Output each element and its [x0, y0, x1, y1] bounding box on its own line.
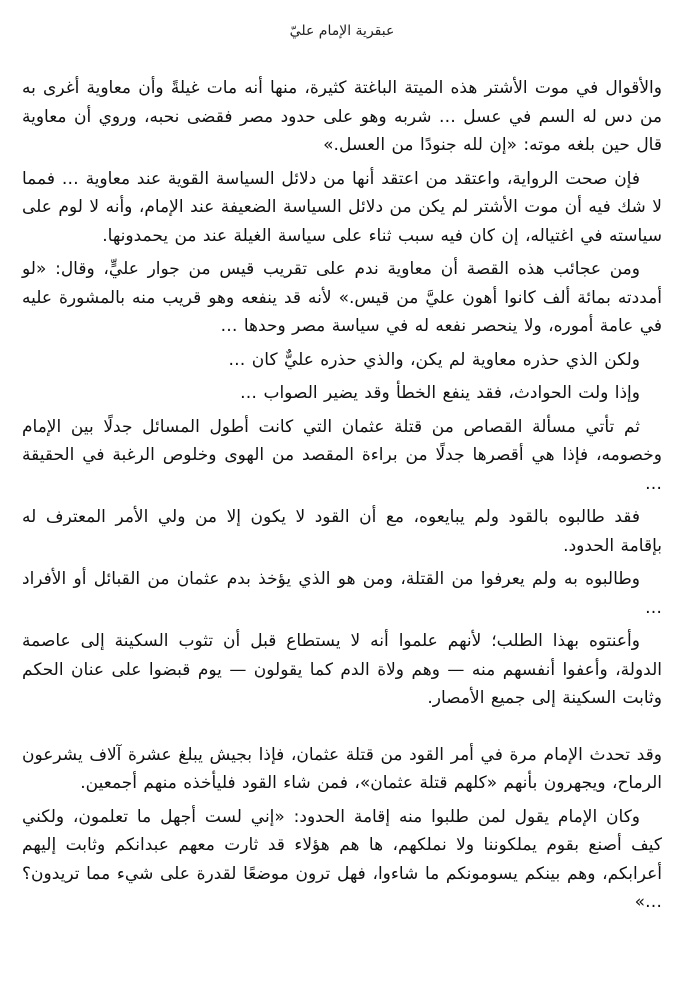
paragraph: ولكن الذي حذره معاوية لم يكن، والذي حذره عليٌّ كان … [228, 349, 640, 370]
paragraph: وكان الإمام يقول لمن طلبوا منه إقامة الحدود: «إني لست أجهل ما تعلمون، ولكني كيف أصنع بقوم يملكوننا ولا نملكهم، ها هم هؤلاء قد ثارت معهم عبدانكم وثابت إليهم أعرابكم، وهم بينكم يسومونكم ما شاءوا، فهل ترون موضعًا لقدرة على شيء مما تريدون؟ …» [22, 806, 662, 912]
paragraph: فإن صحت الرواية، واعتقد من اعتقد أنها من دلائل السياسة القوية عند معاوية … فمما لا شك فيه أن موت الأشتر لم يكن من دلائل السياسة الضعيفة عند الإمام، وأنه لا لوم على سياسته في اغتياله، إن كان فيه سبب ثناء على سياسة الغيلة عند من يحمدونها. [22, 168, 662, 246]
paragraph: والأقوال في موت الأشتر هذه الميتة الباغتة كثيرة، منها أنه مات غيلةً وأن معاوية أغرى به من دس له السم في عسل … شربه وهو على حدود مصر فقضى نحبه، وروي أن معاوية قال حين بلغه موته: «إن لله جنودًا من العسل.» [22, 78, 662, 155]
paragraph: وإذا ولت الحوادث، فقد ينفع الخطأ وقد يضير الصواب … [240, 383, 640, 403]
paragraph: فقد طالبوه بالقود ولم يبايعوه، مع أن القود لا يكون إلا من ولي الأمر المعترف له بإقامة الحدود. [22, 507, 662, 556]
paragraph: ثم تأتي مسألة القصاص من قتلة عثمان التي كانت أطول المسائل جدلًا بين الإمام وخصومه، فإذا هي أقصرها جدلًا من براءة المقصد من الهوى وخلوص الرغبة في الحقيقة … [22, 416, 662, 494]
paragraph: وقد تحدث الإمام مرة في أمر القود من قتلة عثمان، فإذا بجيش يبلغ عشرة آلاف يشرعون الرماح، ويجهرون بأنهم «كلهم قتلة عثمان»، فمن شاء القود فليأخذه منهم أجمعين. [22, 744, 662, 793]
paragraph: وأعنتوه بهذا الطلب؛ لأنهم علموا أنه لا يستطاع قبل أن تثوب السكينة إلى عاصمة الدولة، وأعفوا أنفسهم منه — وهم ولاة الدم كما يقولون — يوم قبضوا على عنان الحكم وثابت السكينة إلى جميع الأمصار. [22, 631, 662, 708]
running-header: عبقرية الإمام عليّ [289, 23, 395, 39]
body-text [22, 74, 662, 917]
paragraph: وطالبوه به ولم يعرفوا من القتلة، ومن هو الذي يؤخذ بدم عثمان من القبائل أو الأفراد … [22, 569, 662, 618]
paragraph: ومن عجائب هذه القصة أن معاوية ندم على تقريب قيس من جوار عليٍّ، وقال: «لو أمددته بمائة ألف كانوا أهون عليَّ من قيس.» لأنه قد ينفعه وهو قريب منه بالمشورة عليه في عامة أموره، ولا ينحصر نفعه له في سياسة مصر وحدها … [22, 259, 662, 336]
